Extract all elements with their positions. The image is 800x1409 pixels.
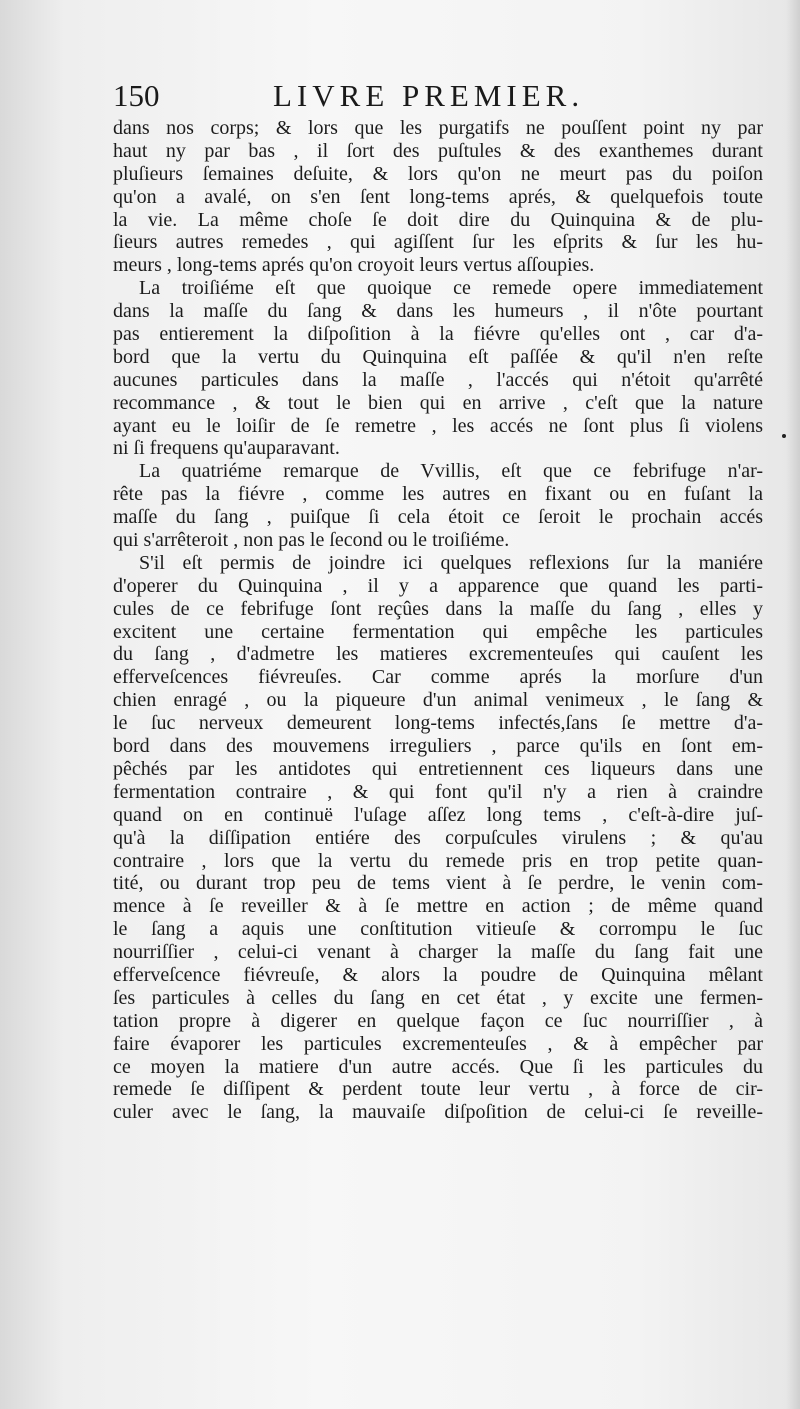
text-line: efferveſcence fiévreuſe, & alors la poudre de Quinquina mêlant xyxy=(113,963,763,986)
text-line: aucunes particules dans la maſſe , l'accés qui n'étoit qu'arrêté xyxy=(113,368,763,391)
text-line: mence à ſe reveiller & à ſe mettre en action ; de même quand xyxy=(113,895,763,918)
text-line: ce moyen la matiere d'un autre accés. Que ſi les particules du xyxy=(113,1055,763,1078)
text-line: contraire , lors que la vertu du remede pris en trop petite quan- xyxy=(113,849,763,872)
text-line: cules de ce febrifuge ſont reçûes dans la maſſe du ſang , elles y xyxy=(113,597,763,620)
text-line: qu'à la diſſipation entiére des corpuſcules virulens ; & qu'au xyxy=(113,826,763,849)
text-line: nourriſſier , celui-ci venant à charger la maſſe du ſang fait une xyxy=(113,941,763,964)
text-line: efferveſcences fiévreuſes. Car comme aprés la morſure d'un xyxy=(113,666,763,689)
text-line: bord dans des mouvemens irreguliers , parce qu'ils en ſont em- xyxy=(113,735,763,758)
text-line: culer avec le ſang, la mauvaiſe diſpoſition de celui-ci ſe reveille- xyxy=(113,1101,763,1124)
running-head: LIVRE PREMIER. xyxy=(273,78,585,113)
text-line: pluſieurs ſemaines deſuite, & lors qu'on ne meurt pas du poiſon xyxy=(113,162,763,185)
text-line: ſieurs autres remedes , qui agiſſent ſur les eſprits & ſur les hu- xyxy=(113,231,763,254)
text-line: d'operer du Quinquina , il y a apparence que quand les parti- xyxy=(113,574,763,597)
text-line: maſſe du ſang , puiſque ſi cela étoit ce ſeroit le prochain accés xyxy=(113,506,763,529)
text-line: tité, ou durant trop peu de tems vient à ſe perdre, le venin com- xyxy=(113,872,763,895)
text-line: La troiſiéme eſt que quoique ce remede opere immediatement xyxy=(139,277,763,300)
text-line: ayant eu le loiſir de ſe remetre , les accés ne ſont plus ſi violens xyxy=(113,414,763,437)
text-line: faire évaporer les particules excrementeuſes , & à empêcher par xyxy=(113,1032,763,1055)
text-line: S'il eſt permis de joindre ici quelques reflexions ſur la maniére xyxy=(139,551,763,574)
page-header xyxy=(113,76,713,116)
text-line: du ſang , d'admetre les matieres excrementeuſes qui cauſent les xyxy=(113,643,763,666)
text-line: haut ny par bas , il ſort des puſtules & des exanthemes durant xyxy=(113,139,763,162)
text-line: le ſang a aquis une conſtitution vitieuſe & corrompu le ſuc xyxy=(113,918,763,941)
text-line: dans la maſſe du ſang & dans les humeurs , il n'ôte pourtant xyxy=(113,300,763,323)
text-line: pas entierement la diſpoſition à la fiévre qu'elles ont , car d'a- xyxy=(113,323,763,346)
text-line: tation propre à digerer en quelque façon ce ſuc nourriſſier , à xyxy=(113,1009,763,1032)
text-line: recommance , & tout le bien qui en arrive , c'eſt que la nature xyxy=(113,391,763,414)
text-line: le ſuc nerveux demeurent long-tems infectés,ſans ſe mettre d'a- xyxy=(113,712,763,735)
text-line: la vie. La même choſe ſe doit dire du Quinquina & de plu- xyxy=(113,208,763,231)
text-line: ſes particules à celles du ſang en cet état , y excite une fermen- xyxy=(113,986,763,1009)
text-line: pêchés par les antidotes qui entretiennent ces liqueurs dans une xyxy=(113,757,763,780)
text-line: excitent une certaine fermentation qui empêche les particules xyxy=(113,620,763,643)
text-line: rête pas la fiévre , comme les autres en fixant ou en fuſant la xyxy=(113,483,763,506)
body-text xyxy=(113,117,763,1124)
text-line: quand on en continuë l'uſage aſſez long tems , c'eſt-à-dire juſ- xyxy=(113,803,763,826)
text-line: remede ſe diſſipent & perdent toute leur vertu , à force de cir- xyxy=(113,1078,763,1101)
text-line: ni ſi frequens qu'auparavant. xyxy=(113,437,340,460)
page-edge-shadow xyxy=(786,0,800,1409)
text-line: dans nos corps; & lors que les purgatifs ne pouſſent point ny par xyxy=(113,117,763,139)
text-line: qu'on a avalé, on s'en ſent long-tems aprés, & quelquefois toute xyxy=(113,185,763,208)
text-line: meurs , long-tems aprés qu'on croyoit leurs vertus aſſoupies. xyxy=(113,254,595,277)
page-number: 150 xyxy=(113,78,160,113)
text-line: qui s'arrêteroit , non pas le ſecond ou le troiſiéme. xyxy=(113,529,510,552)
text-line: bord que la vertu du Quinquina eſt paſſée & qu'il n'en reſte xyxy=(113,345,763,368)
text-line: La quatriéme remarque de Vvillis, eſt que ce febrifuge n'ar- xyxy=(139,460,763,483)
text-line: chien enragé , ou la piqueure d'un animal venimeux , le ſang & xyxy=(113,689,763,712)
text-line: fermentation contraire , & qui font qu'il n'y a rien à craindre xyxy=(113,780,763,803)
